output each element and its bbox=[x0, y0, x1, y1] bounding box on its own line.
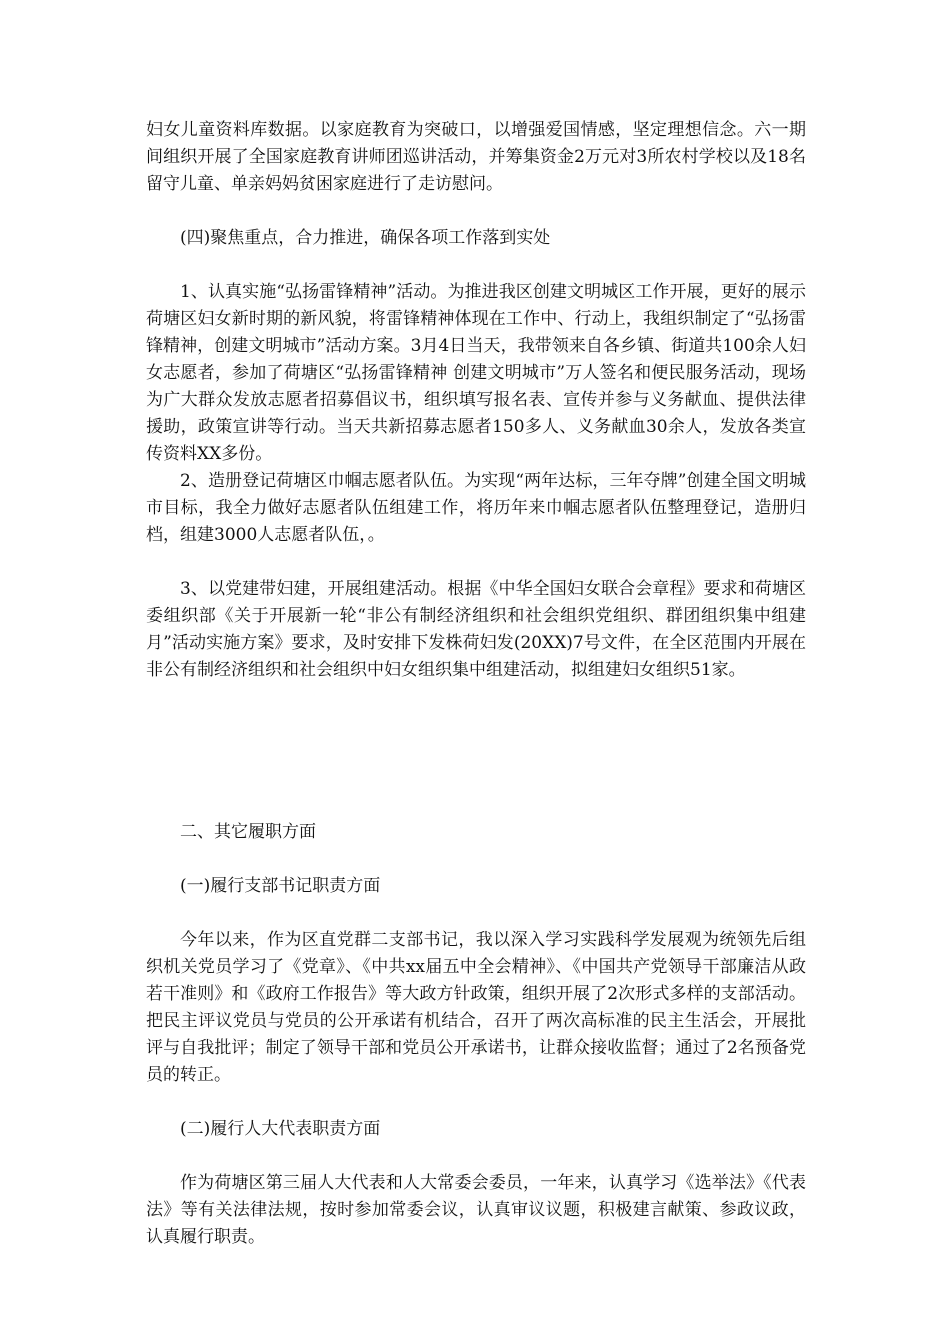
paragraph-item-2: 2、造册登记荷塘区巾帼志愿者队伍。为实现“两年达标，三年夺牌”创建全国文明城市目标，我全力做好志愿者队伍组建工作，将历年来巾帼志愿者队伍整理登记，造册归档，组建3000人志愿者队伍，。 bbox=[146, 471, 806, 545]
paragraph-item-1: 1、认真实施“弘扬雷锋精神”活动。为推进我区创建文明城区工作开展，更好的展示荷塘区妇女新时期的新风貌，将雷锋精神体现在工作中、行动上，我组织制定了“弘扬雷锋精神，创建文明城市”活动方案。3月4日当天，我带领来自各乡镇、街道共100余人妇女志愿者，参加了荷塘区“弘扬雷锋精神 创建文明城市”万人签名和便民服务活动，现场为广大群众发放志愿者招募倡议书，组织填写报名表、宣传并参与义务献血、提供法律援助，政策宣讲等行动。当天共新招募志愿者150多人、义务献血30余人，发放各类宣传资料XX多份。 bbox=[146, 282, 806, 464]
paragraph-branch-secretary: 今年以来，作为区直党群二支部书记，我以深入学习实践科学发展观为统领先后组织机关党员学习了《党章》、《中共xx届五中全会精神》、《中国共产党领导干部廉洁从政若干准则》和《政府工作报告》等大政方针政策，组织开展了2次形式多样的支部活动。把民主评议党员与党员的公开承诺有机结合，召开了两次高标准的民主生活会，开展批评与自我批评；制定了领导干部和党员公开承诺书，让群众接收监督；通过了2名预备党员的转正。 bbox=[146, 930, 806, 1085]
paragraph-continuation: 妇女儿童资料库数据。以家庭教育为突破口，以增强爱国情感，坚定理想信念。六一期间组织开展了全国家庭教育讲师团巡讲活动，并筹集资金2万元对3所农村学校以及18名留守儿童、单亲妈妈贫困家庭进行了走访慰问。 bbox=[146, 120, 806, 194]
subsection-heading-1: (一)履行支部书记职责方面 bbox=[180, 876, 381, 896]
paragraph-item-3: 3、以党建带妇建，开展组建活动。根据《中华全国妇女联合会章程》要求和荷塘区委组织部《关于开展新一轮“非公有制经济组织和社会组织党组织、群团组织集中组建月”活动实施方案》要求，及时安排下发株荷妇发(20XX)7号文件，在全区范围内开展在非公有制经济组织和社会组织中妇女组织集中组建活动，拟组建妇女组织51家。 bbox=[146, 579, 806, 680]
chapter-heading-2: 二、其它履职方面 bbox=[180, 822, 316, 842]
subsection-heading-2: (二)履行人大代表职责方面 bbox=[180, 1119, 381, 1139]
paragraph-npc-deputy: 作为荷塘区第三届人大代表和人大常委会委员，一年来，认真学习《选举法》《代表法》等有关法律法规，按时参加常委会议，认真审议议题，积极建言献策、参政议政，认真履行职责。 bbox=[146, 1173, 806, 1247]
section-heading-4: (四)聚焦重点，合力推进，确保各项工作落到实处 bbox=[180, 228, 551, 248]
